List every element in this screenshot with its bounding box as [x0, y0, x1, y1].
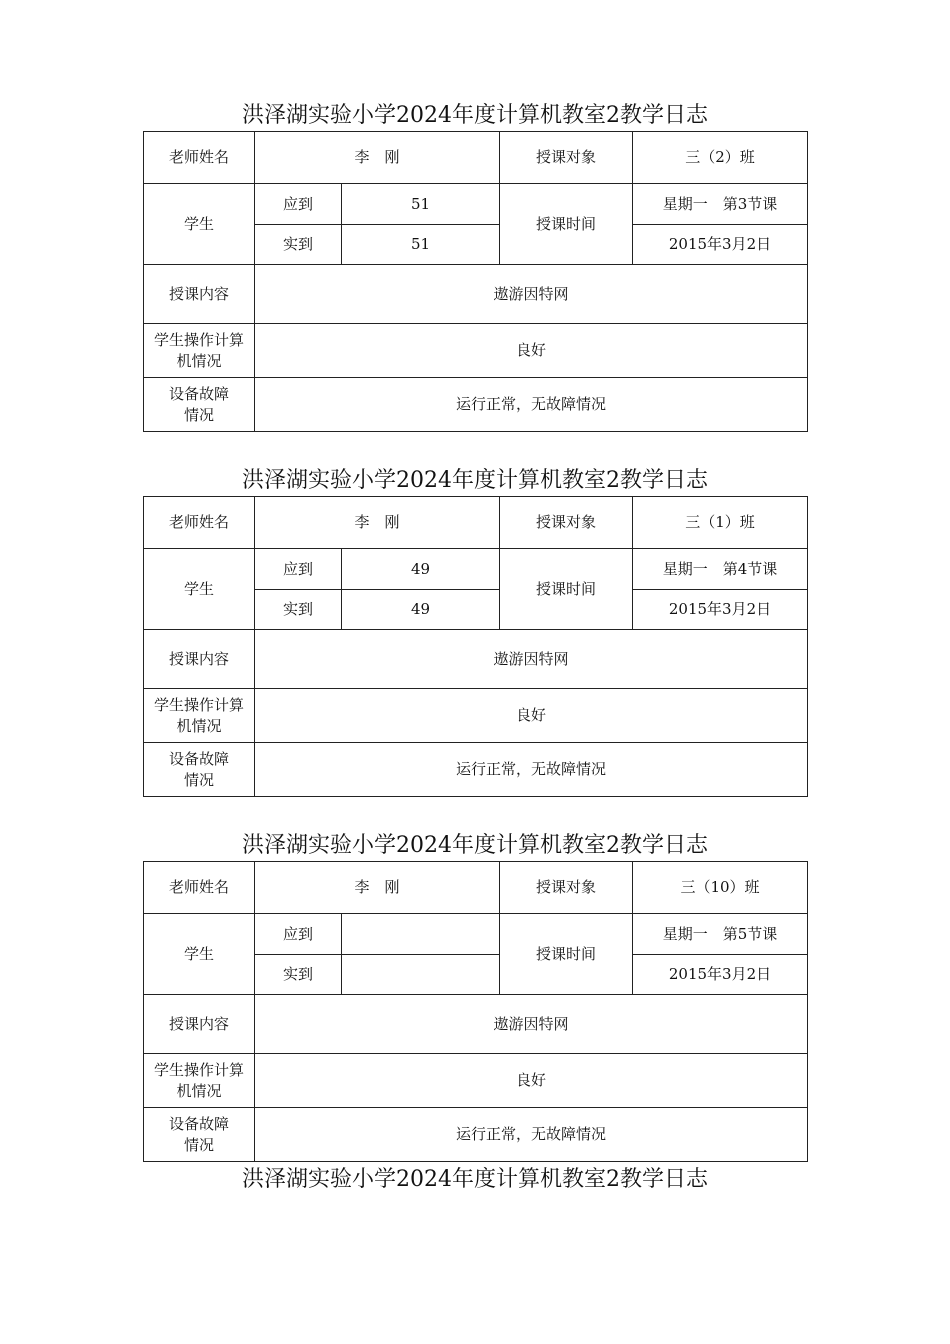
actual-value	[342, 955, 500, 995]
equipment-label	[144, 378, 255, 432]
operation-label-line2: 机情况	[176, 1081, 222, 1100]
date-value: 2015年3月2日	[633, 955, 808, 995]
class-time-label: 授课时间	[500, 914, 633, 995]
teacher-name-label: 老师姓名	[144, 132, 255, 184]
expected-label: 应到	[255, 184, 342, 225]
log-table	[143, 861, 808, 1162]
equipment-label	[144, 1108, 255, 1162]
period-value: 星期一 第4节课	[633, 549, 808, 590]
equipment-label-line1: 设备故障	[168, 384, 229, 403]
equipment-value: 运行正常，无故障情况	[255, 743, 808, 797]
audience-value: 三（1）班	[633, 497, 808, 549]
log-table	[143, 496, 808, 797]
operation-label-line2: 机情况	[176, 351, 222, 370]
page-title: 洪泽湖实验小学2024年度计算机教室2教学日志	[242, 103, 708, 128]
page-title: 洪泽湖实验小学2024年度计算机教室2教学日志	[242, 468, 708, 493]
expected-value: 49	[342, 549, 500, 590]
actual-value: 51	[342, 225, 500, 265]
actual-label: 实到	[255, 590, 342, 630]
equipment-label-line1: 设备故障	[168, 1114, 229, 1133]
operation-label-line1: 学生操作计算	[153, 330, 244, 349]
operation-label	[144, 1054, 255, 1108]
equipment-label	[144, 743, 255, 797]
period-value: 星期一 第5节课	[633, 914, 808, 955]
student-label: 学生	[144, 184, 255, 265]
audience-value: 三（2）班	[633, 132, 808, 184]
expected-value: 51	[342, 184, 500, 225]
student-label: 学生	[144, 914, 255, 995]
teacher-name-label: 老师姓名	[144, 497, 255, 549]
operation-label	[144, 324, 255, 378]
teacher-name-label: 老师姓名	[144, 862, 255, 914]
expected-value	[342, 914, 500, 955]
content-value: 遨游因特网	[255, 995, 808, 1054]
page-title: 洪泽湖实验小学2024年度计算机教室2教学日志	[242, 1167, 708, 1192]
expected-label: 应到	[255, 549, 342, 590]
operation-value: 良好	[255, 689, 808, 743]
operation-label-line1: 学生操作计算	[153, 695, 244, 714]
content-label: 授课内容	[144, 265, 255, 324]
equipment-label-line2: 情况	[183, 405, 214, 424]
period-value: 星期一 第3节课	[633, 184, 808, 225]
actual-label: 实到	[255, 955, 342, 995]
log-table	[143, 131, 808, 432]
class-time-label: 授课时间	[500, 549, 633, 630]
date-value: 2015年3月2日	[633, 225, 808, 265]
equipment-value: 运行正常，无故障情况	[255, 1108, 808, 1162]
teacher-name-value: 李 刚	[255, 132, 500, 184]
actual-value: 49	[342, 590, 500, 630]
audience-label: 授课对象	[500, 862, 633, 914]
content-value: 遨游因特网	[255, 630, 808, 689]
equipment-label-line2: 情况	[183, 770, 214, 789]
date-value: 2015年3月2日	[633, 590, 808, 630]
audience-label: 授课对象	[500, 497, 633, 549]
page-title: 洪泽湖实验小学2024年度计算机教室2教学日志	[242, 833, 708, 858]
operation-value: 良好	[255, 324, 808, 378]
content-label: 授课内容	[144, 630, 255, 689]
audience-value: 三（10）班	[633, 862, 808, 914]
teacher-name-value: 李 刚	[255, 497, 500, 549]
student-label: 学生	[144, 549, 255, 630]
teacher-name-value: 李 刚	[255, 862, 500, 914]
equipment-label-line1: 设备故障	[168, 749, 229, 768]
class-time-label: 授课时间	[500, 184, 633, 265]
equipment-label-line2: 情况	[183, 1135, 214, 1154]
equipment-value: 运行正常，无故障情况	[255, 378, 808, 432]
audience-label: 授课对象	[500, 132, 633, 184]
operation-label-line2: 机情况	[176, 716, 222, 735]
operation-label	[144, 689, 255, 743]
content-value: 遨游因特网	[255, 265, 808, 324]
content-label: 授课内容	[144, 995, 255, 1054]
operation-label-line1: 学生操作计算	[153, 1060, 244, 1079]
expected-label: 应到	[255, 914, 342, 955]
operation-value: 良好	[255, 1054, 808, 1108]
actual-label: 实到	[255, 225, 342, 265]
